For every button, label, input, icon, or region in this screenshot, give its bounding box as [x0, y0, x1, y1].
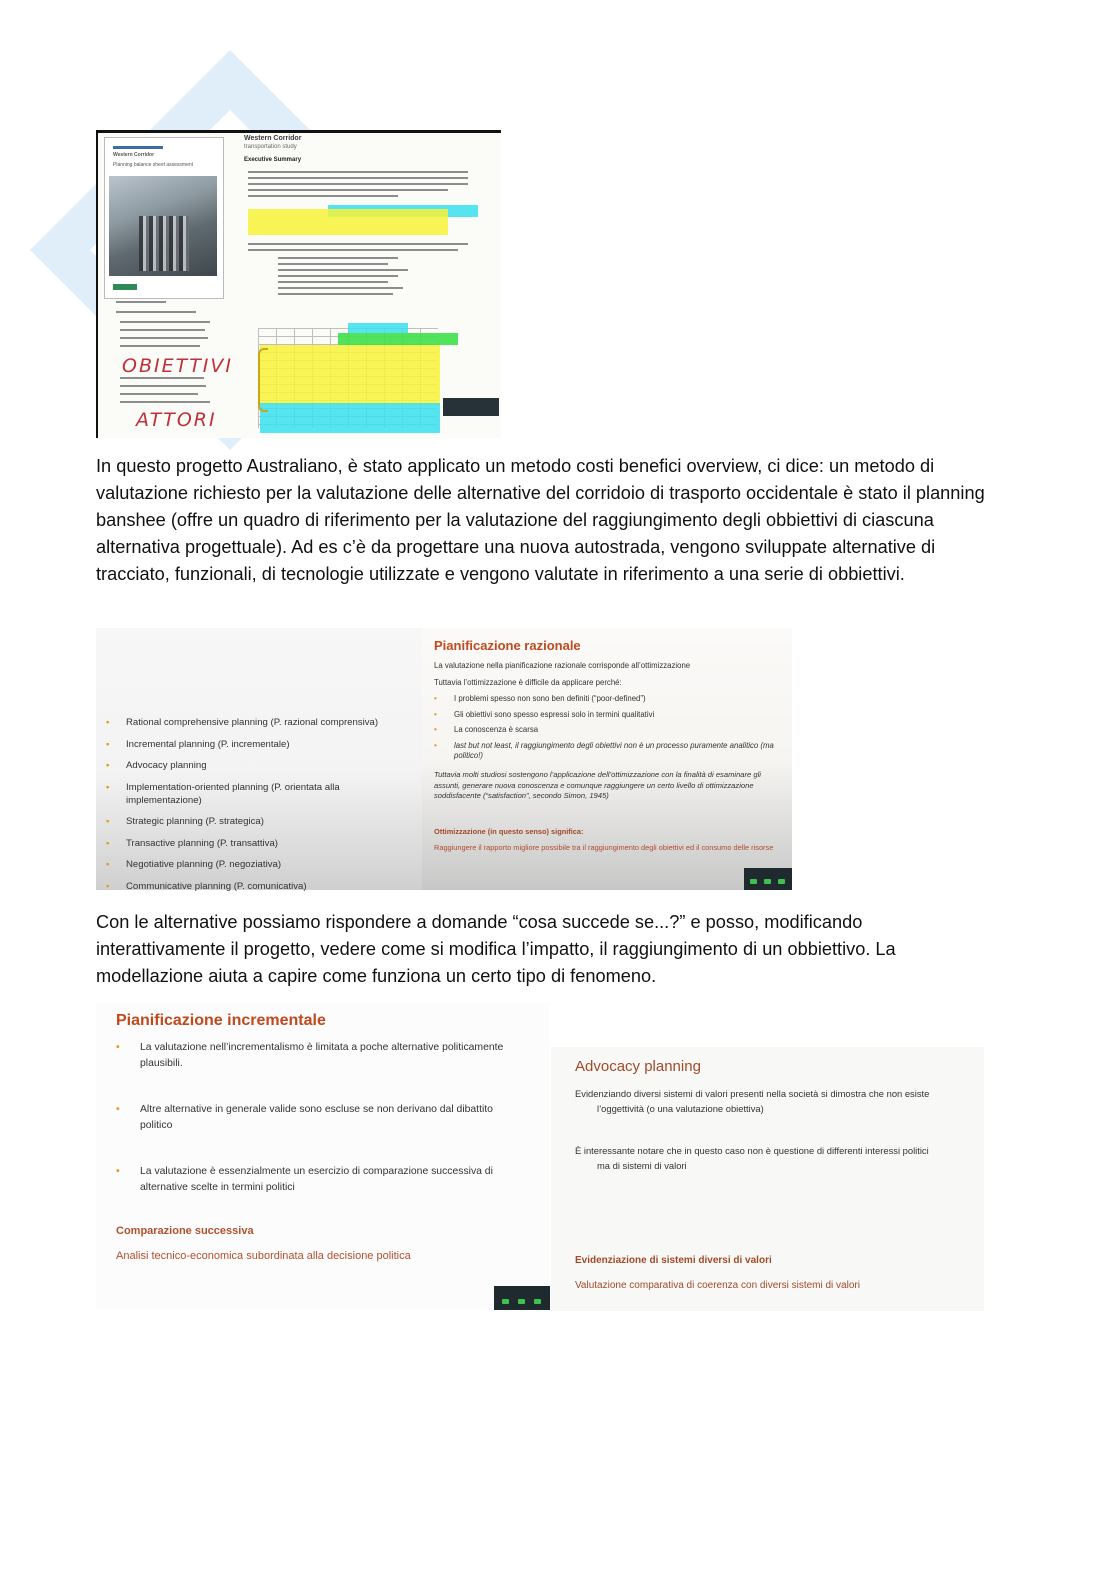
- list-item: • Negotiative planning (P. negoziativa): [106, 859, 282, 870]
- slide-subtext: Valutazione comparativa di coerenza con diversi sistemi di valori: [575, 1280, 860, 1291]
- slide-bullets: [434, 694, 784, 766]
- report-heading: Western Corridor: [244, 135, 302, 142]
- list-item: • Communicative planning (P. comunicativa): [106, 880, 307, 892]
- slide-bullets: [116, 1102, 516, 1134]
- slide-title: Advocacy planning: [575, 1058, 701, 1075]
- slide-text: Evidenziando diversi sistemi di valori presenti nella società si dimostra che non esiste l’oggettività (o una valutazione obiettiva): [575, 1088, 930, 1114]
- slide-text: La valutazione nella pianificazione razionale corrisponde all’ottimizzazione: [434, 661, 691, 670]
- list-item: • I problemi spesso non sono ben definiti (“poor-defined”): [434, 694, 646, 703]
- annotation-attori: ATTORI: [136, 409, 217, 431]
- video-controls: [443, 398, 499, 416]
- slide-italic-note: Tuttavia molti studiosi sostengono l’applicazione dell’ottimizzazione con la finalità di esaminare gli assunti, generare nuova conoscenza e comunque raggiungere un certo livello di ottimizzazione soddisfacente (“satisfaction”, secondo Simon, 1945): [434, 770, 761, 800]
- rational-planning-slide: [422, 628, 792, 890]
- report-heading-sub: transportation study: [244, 144, 297, 150]
- slide-subheading: Evidenziazione di sistemi diversi di valori: [575, 1255, 772, 1266]
- annotation-obiettivi: OBIETTIVI: [122, 355, 234, 377]
- list-item: • La valutazione nell’incrementalismo è limitata a poche alternative politicamente plausibili.: [116, 1042, 504, 1069]
- list-item: • Gli obiettivi sono spesso espressi solo in termini qualitativi: [434, 709, 655, 719]
- slide-text: Tuttavia l’ottimizzazione è difficile da applicare perché:: [434, 678, 622, 687]
- list-item: • La conoscenza è scarsa: [434, 725, 539, 734]
- slide-title: Pianificazione incrementale: [116, 1012, 326, 1029]
- slide-subheading: Ottimizzazione (in questo senso) significa:: [434, 827, 584, 836]
- video-controls: [744, 868, 792, 890]
- slide-subheading: Comparazione successiva: [116, 1225, 254, 1237]
- list-item: • La valutazione è essenzialmente un esercizio di comparazione successiva di alternative scelte in termini politici: [116, 1166, 493, 1193]
- list-item: • Rational comprehensive planning (P. razional comprensiva): [106, 717, 379, 728]
- report-scan-image: [96, 130, 501, 438]
- cover-title: Western Corridor: [113, 152, 155, 158]
- list-item: • Transactive planning (P. transattiva): [106, 837, 278, 849]
- paragraph-1: In questo progetto Australiano, è stato applicato un metodo costi benefici overview, ci dice: un metodo di valutazione richiesto per la valutazione delle alternative del corridoio di trasporto occidentale è stato il planning banshee (offre un quadro di riferimento per la valutazione del raggiungimento degli obbiettivi di ciascuna alternativa progettuale). Ad es c’è da progettare una nuova autostrada, vengono sviluppate alternative di tracciato, funzionali, di tecnologie utilizzate e vengono valutate in riferimento a una serie di obbiettivi.: [96, 456, 985, 584]
- list-item: • last but not least, il raggiungimento degli obiettivi non è un processo puramente analitico (ma politico!): [434, 740, 774, 760]
- slide-text: È interessante notare che in questo caso non è questione di differenti interessi politici ma di sistemi di valori: [575, 1145, 929, 1171]
- highway-photo: [109, 176, 217, 276]
- list-item: • Implementation-oriented planning (P. orientata alla implementazione): [106, 781, 340, 806]
- slide-bullets: [116, 1040, 536, 1072]
- list-item: • Strategic planning (P. strategica): [106, 816, 264, 827]
- incremental-planning-slide: [96, 1003, 550, 1310]
- list-item: • Incremental planning (P. incrementale): [106, 738, 290, 750]
- planning-types-slide: [96, 628, 422, 890]
- advocacy-planning-slide: [551, 1047, 984, 1311]
- cover-subtitle: Planning balance sheet assessment: [113, 162, 194, 168]
- report-section-title: Executive Summary: [244, 157, 302, 163]
- slide-bullets: [116, 1164, 516, 1196]
- planning-types-list: [106, 716, 378, 901]
- list-item: • Altre alternative in generale valide sono escluse se non derivano dal dibattito politico: [116, 1104, 493, 1131]
- video-controls: [494, 1286, 550, 1310]
- paragraph-2: Con le alternative possiamo rispondere a domande “cosa succede se...?” e posso, modificando interattivamente il progetto, vedere come si modifica l’impatto, il raggiungimento di un obbiettivo. La modellazione aiuta a capire come funziona un certo tipo di fenomeno.: [96, 912, 896, 986]
- slide-subtext: Raggiungere il rapporto migliore possibile tra il raggiungimento degli obiettivi ed il consumo delle risorse: [434, 843, 774, 852]
- slide-title: Pianificazione razionale: [434, 638, 581, 653]
- list-item: • Advocacy planning: [106, 760, 207, 771]
- report-cover: [104, 137, 224, 299]
- slide-subtext: Analisi tecnico-economica subordinata alla decisione politica: [116, 1250, 411, 1262]
